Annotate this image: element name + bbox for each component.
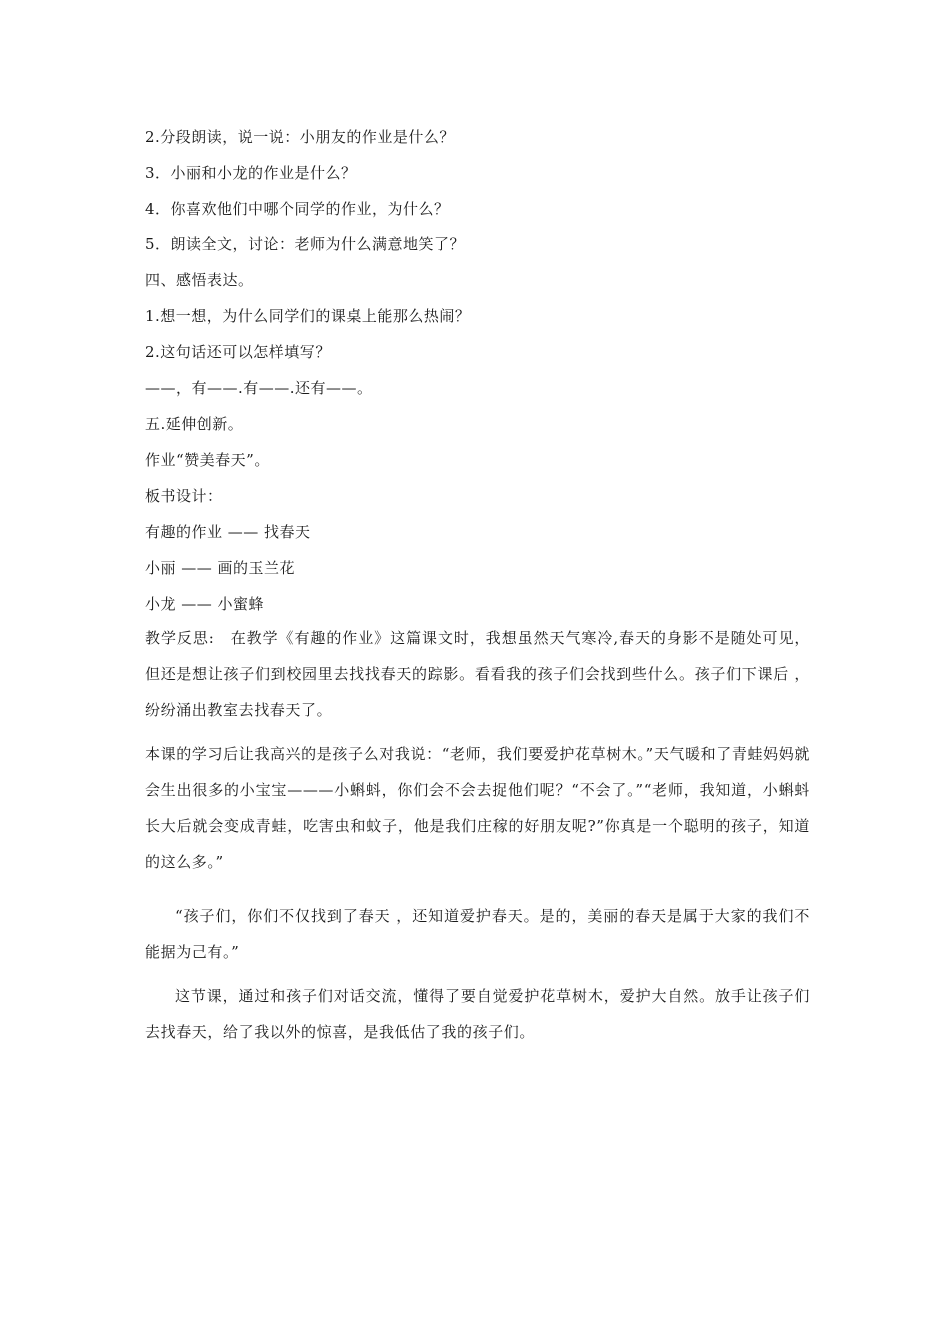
text-line-homework: 作业“赞美春天”。 — [145, 451, 270, 469]
board-line-3: 小龙 —— 小蜜蜂 — [145, 595, 265, 613]
section-heading-express: 四、感悟表达。 — [145, 271, 254, 289]
text-line-express-1: 1.想一想，为什么同学们的课桌上能那么热闹？ — [145, 307, 471, 325]
reflection-paragraph-3: “孩子们，你们不仅找到了春天 ，还知道爱护春天。是的，美丽的春天是属于大家的我们不能据为己有。” — [145, 907, 810, 961]
text-line-reading-task-5: 5．朗读全文，讨论：老师为什么满意地笑了？ — [145, 235, 466, 253]
text-line-reading-task-3: 3．小丽和小龙的作业是什么？ — [145, 164, 357, 182]
board-line-2: 小丽 —— 画的玉兰花 — [145, 559, 296, 577]
reflection-paragraph: 教学反思: 在教学《有趣的作业》这篇课文时，我想虽然天气寒冷,春天的身影不是随处可见，但还是想让孩子们到校园里去找找春天的踪影。看看我的孩子们会找到些什么。孩子们下课后 ，纷纷涌出教室去找春天了。 — [145, 629, 810, 719]
section-heading-board-design: 板书设计： — [145, 487, 223, 505]
text-line-fill-blank: ——，有——.有——.还有——。 — [145, 379, 373, 397]
board-line-1: 有趣的作业 —— 找春天 — [145, 523, 311, 541]
reflection-paragraph-4: 这节课，通过和孩子们对话交流，懂得了要自觉爱护花草树木，爱护大自然。放手让孩子们去找春天，给了我以外的惊喜，是我低估了我的孩子们。 — [145, 987, 810, 1041]
section-heading-extend: 五.延伸创新。 — [145, 415, 244, 433]
text-line-reading-task-4: 4．你喜欢他们中哪个同学的作业，为什么？ — [145, 200, 450, 218]
text-line-reading-task-2: 2.分段朗读，说一说：小朋友的作业是什么？ — [145, 128, 455, 146]
text-line-express-2: 2.这句话还可以怎样填写？ — [145, 343, 331, 361]
reflection-paragraph-2: 本课的学习后让我高兴的是孩子么对我说：“老师，我们要爱护花草树木。”天气暖和了青蛙妈妈就会生出很多的小宝宝———小蝌蚪，你们会不会去捉他们呢？“不会了。”“老师，我知道，小蝌蚪长大后就会变成青蛙，吃害虫和蚊子，他是我们庄稼的好朋友呢?”你真是一个聪明的孩子，知道的这么多。” — [145, 745, 810, 871]
